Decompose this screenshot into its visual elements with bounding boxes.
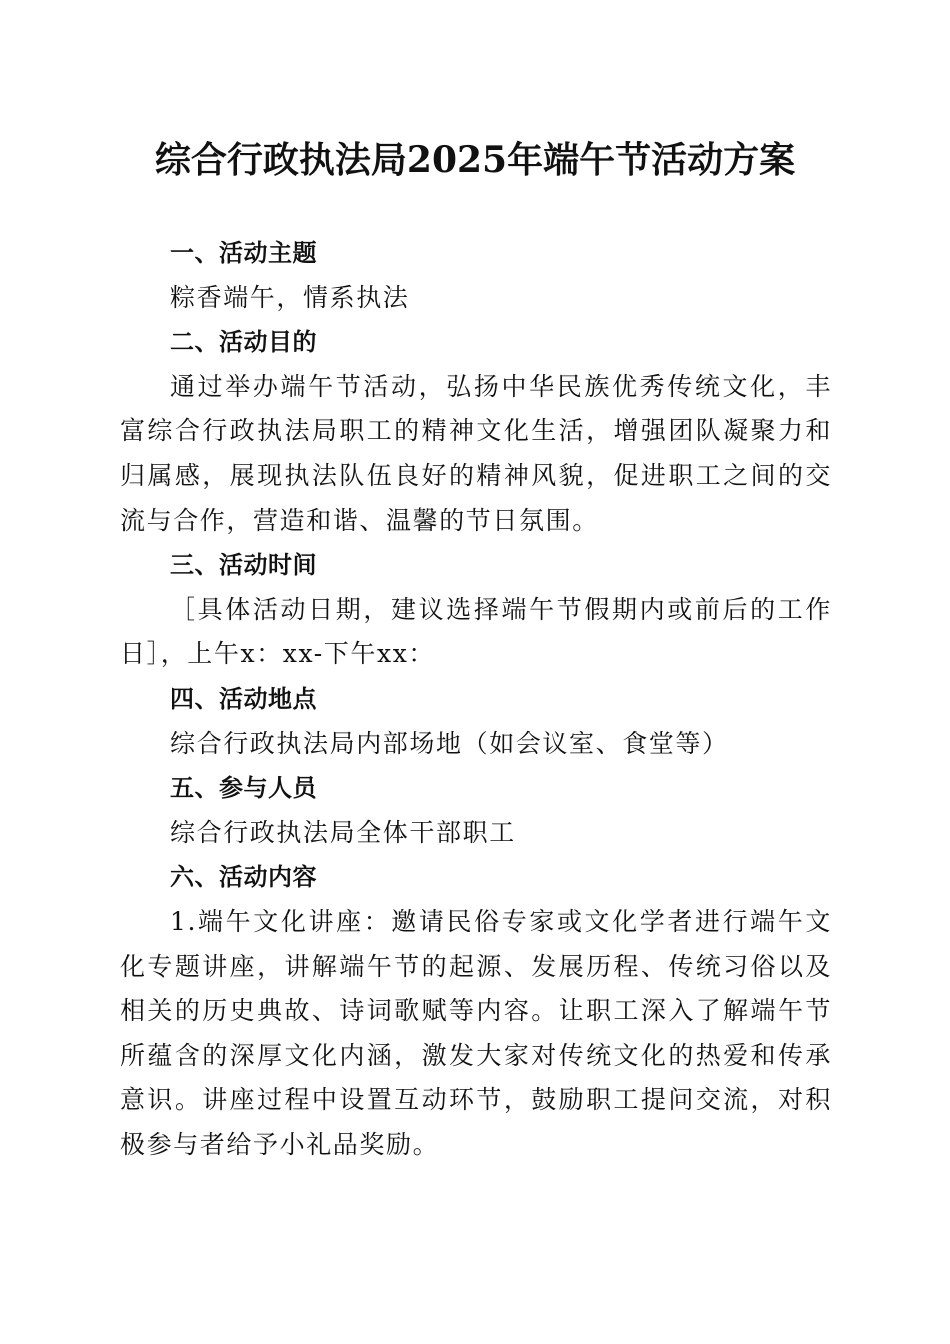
section-heading: 四、活动地点 xyxy=(170,684,317,713)
section-paragraph: 1.端午文化讲座：邀请民俗专家或文化学者进行端午文化专题讲座，讲解端午节的起源、发展历程、传统习俗以及相关的历史典故、诗词歌赋等内容。让职工深入了解端午节所蕴含的深厚文化内涵，激发大家对传统文化的热爱和传承意识。讲座过程中设置互动环节，鼓励职工提问交流，对积极参与者给予小礼品奖励。 xyxy=(120,906,832,1159)
section-paragraph: 粽香端午，情系执法 xyxy=(170,282,410,312)
section-heading: 一、活动主题 xyxy=(170,239,317,267)
section-purpose xyxy=(120,320,832,543)
section-time xyxy=(120,543,832,677)
section-paragraph: 综合行政执法局全体干部职工 xyxy=(170,817,516,847)
section-participants xyxy=(120,766,832,855)
section-paragraph: 通过举办端午节活动，弘扬中华民族优秀传统文化，丰富综合行政执法局职工的精神文化生活，增强团队凝聚力和归属感，展现执法队伍良好的精神风貌，促进职工之间的交流与合作，营造和谐、温馨的节日氛围。 xyxy=(120,371,832,535)
section-location xyxy=(120,677,832,766)
document-title: 综合行政执法局2025年端午节活动方案 xyxy=(154,139,796,181)
section-paragraph: 综合行政执法局内部场地（如会议室、食堂等） xyxy=(170,728,729,758)
section-heading: 三、活动时间 xyxy=(170,551,317,580)
section-theme xyxy=(120,231,832,320)
document-body xyxy=(120,231,832,1167)
section-heading: 五、参与人员 xyxy=(170,774,317,803)
section-heading: 二、活动目的 xyxy=(170,328,317,357)
section-paragraph: ［具体活动日期，建议选择端午节假期内或前后的工作日］，上午x：xx-下午xx： xyxy=(120,594,832,669)
section-heading: 六、活动内容 xyxy=(170,863,317,892)
section-content xyxy=(120,855,832,1167)
